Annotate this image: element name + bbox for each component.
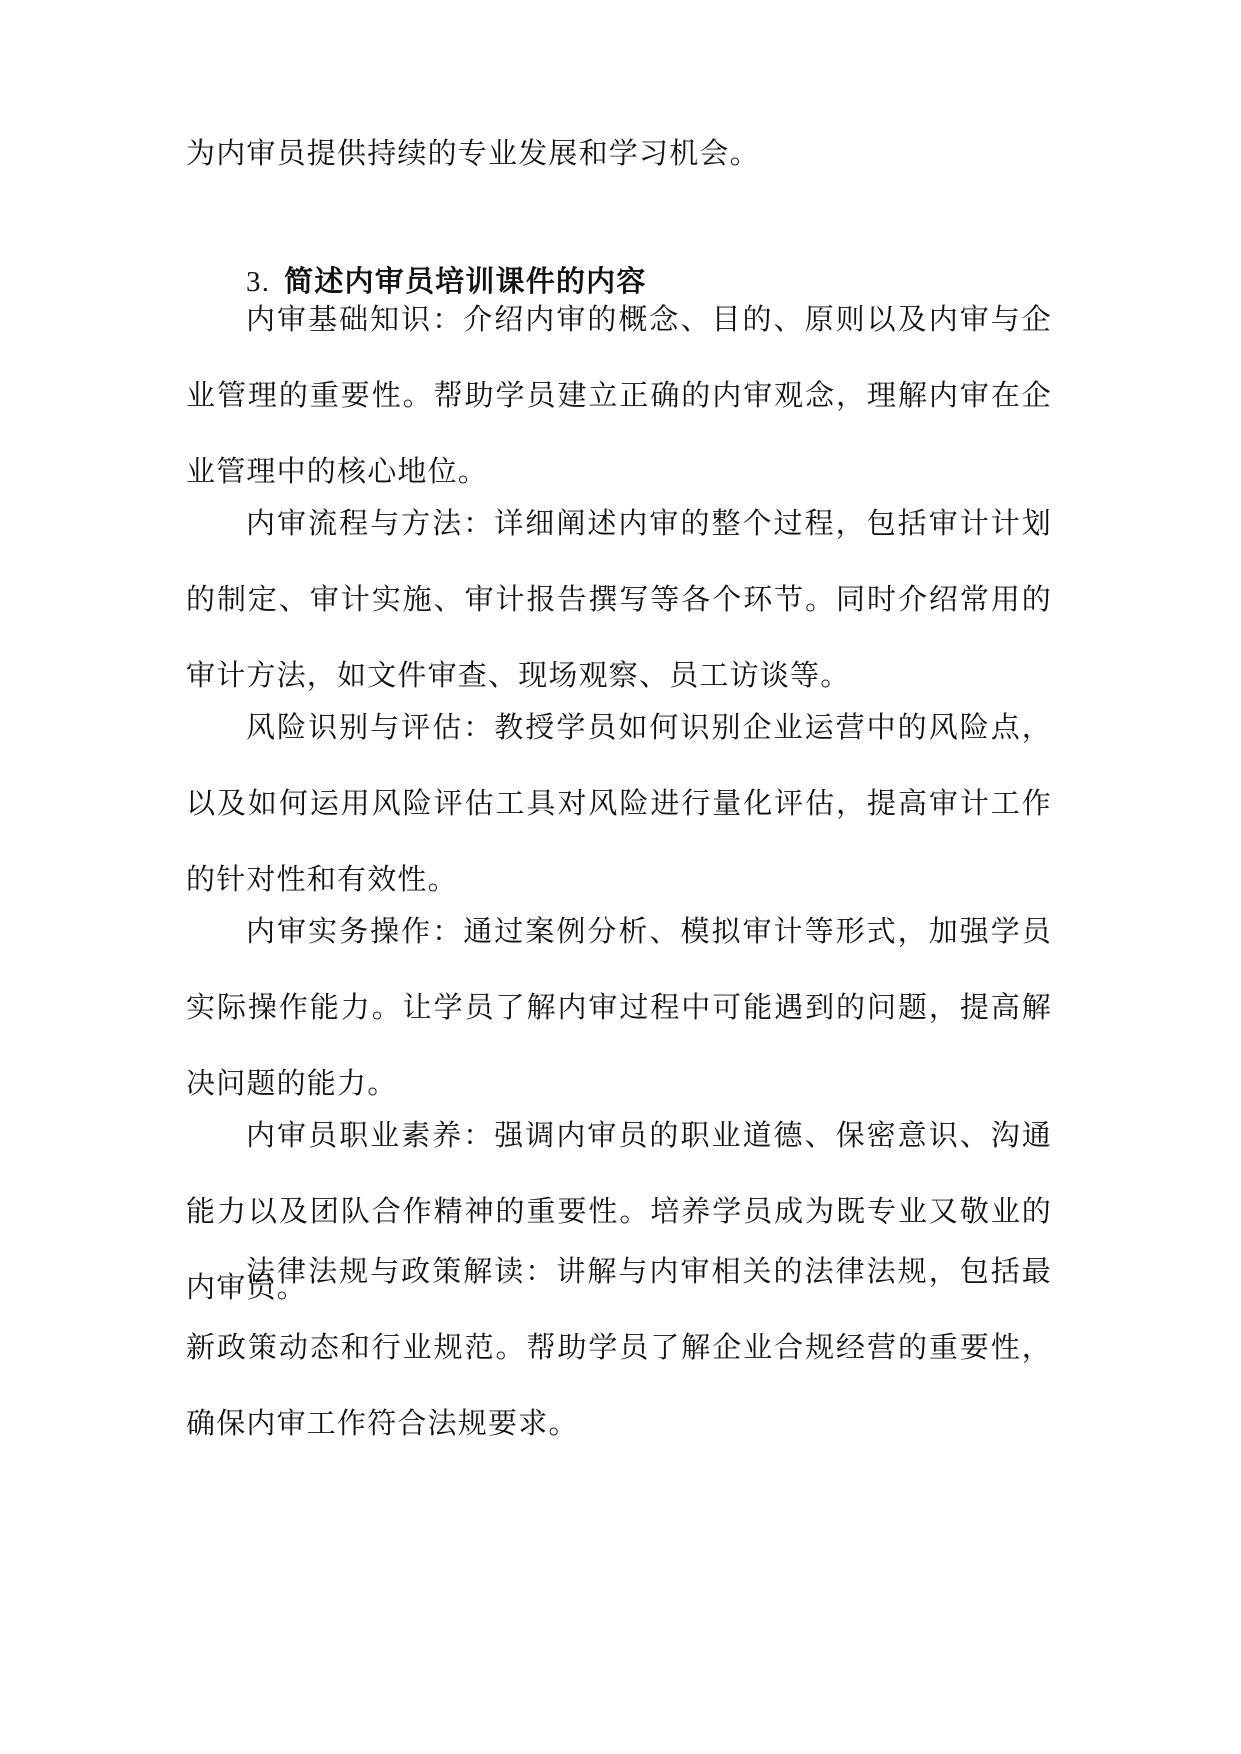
section-number: 3. <box>246 266 271 298</box>
paragraph-basics: 内审基础知识：介绍内审的概念、目的、原则以及内审与企业管理的重要性。帮助学员建立正确的内审观念，理解内审在企业管理中的核心地位。 <box>186 302 1052 488</box>
paragraph-professional-qualities: 内审员职业素养：强调内审员的职业道德、保密意识、沟通能力以及团队合作精神的重要性。培养学员成为既专业又敬业的内审员。 <box>186 1118 1052 1304</box>
paragraph-practical-operation: 内审实务操作：通过案例分析、模拟审计等形式，加强学员实际操作能力。让学员了解内审过程中可能遇到的问题，提高解决问题的能力。 <box>186 914 1052 1100</box>
paragraph-laws-policies: 法律法规与政策解读：讲解与内审相关的法律法规，包括最新政策动态和行业规范。帮助学员了解企业合规经营的重要性，确保内审工作符合法规要求。 <box>186 1254 1052 1440</box>
paragraph-process-methods: 内审流程与方法：详细阐述内审的整个过程，包括审计计划的制定、审计实施、审计报告撰写等各个环节。同时介绍常用的审计方法，如文件审查、现场观察、员工访谈等。 <box>186 506 1052 692</box>
section-title: 简述内审员培训课件的内容 <box>284 264 647 298</box>
paragraph-risk-assessment: 风险识别与评估：教授学员如何识别企业运营中的风险点，以及如何运用风险评估工具对风险进行量化评估，提高审计工作的针对性和有效性。 <box>186 710 1052 896</box>
intro-paragraph: 为内审员提供持续的专业发展和学习机会。 <box>186 136 760 170</box>
